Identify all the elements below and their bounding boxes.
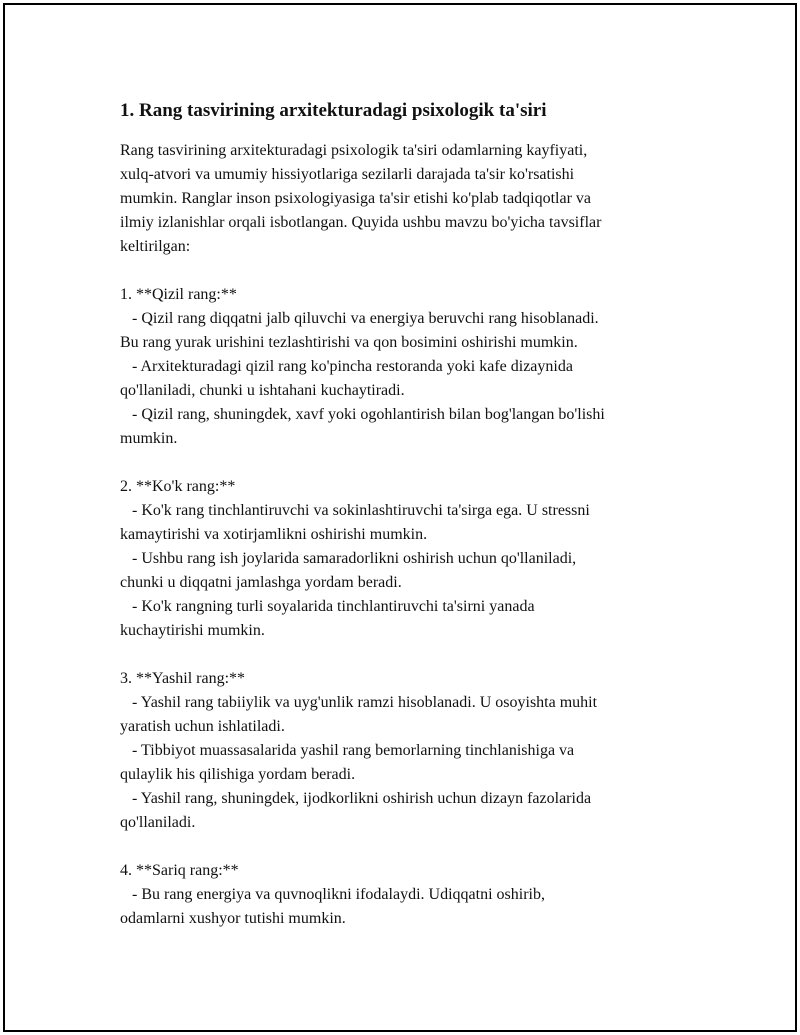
color-section-yellow: 4. **Sariq rang:** - Bu rang energiya va quvnoqlikni ifodalaydi. Udiqqatni oshirib, odamlarni xushyor tutishi mumkin. [120,862,545,927]
document-page [3,3,797,1032]
color-section-green: 3. **Yashil rang:** - Yashil rang tabiiylik va uyg'unlik ramzi hisoblanadi. U osoyishta muhit yaratish uchun ishlatiladi. - Tibbiyot muassasalarida yashil rang bemorlarning tinchlanishiga va qulaylik his qilishiga yordam beradi. - Yashil rang, shuningdek, ijodkorlikni oshirish uchun dizayn fazolarida qo'llaniladi. [120,670,598,831]
color-section-blue: 2. **Ko'k rang:** - Ko'k rang tinchlantiruvchi va sokinlashtiruvchi ta'sirga ega. U stressni kamaytirishi va xotirjamlikni oshirishi mumkin. - Ushbu rang ish joylarida samaradorlikni oshirish uchun qo'llaniladi, chunki u diqqatni jamlashga yordam beradi. - Ko'k rangning turli soyalarida tinchlantiruvchi ta'sirni yanada kuchaytirishi mumkin. [120,478,590,639]
section-heading: 1. Rang tasvirining arxitekturadagi psixologik ta'siri [120,100,547,121]
color-section-red: 1. **Qizil rang:** - Qizil rang diqqatni jalb qiluvchi va energiya beruvchi rang hisoblanadi. Bu rang yurak urishini tezlashtirishi va qon bosimini oshirishi mumkin. - Arxitekturadagi qizil rang ko'pincha restoranda yoki kafe dizaynida qo'llaniladi, chunki u ishtahani kuchaytiradi. - Qizil rang, shuningdek, xavf yoki ogohlantirish bilan bog'langan bo'lishi mumkin. [120,286,605,447]
intro-paragraph: Rang tasvirining arxitekturadagi psixologik ta'siri odamlarning kayfiyati, xulq-atvori va umumiy hissiyotlariga sezilarli darajada ta'sir ko'rsatishi mumkin. Ranglar inson psixologiyasiga ta'sir etishi ko'plab tadqiqotlar va ilmiy izlanishlar orqali isbotlangan. Quyida ushbu mavzu bo'yicha tavsiflar keltirilgan: [120,142,602,255]
document-body [120,99,700,931]
